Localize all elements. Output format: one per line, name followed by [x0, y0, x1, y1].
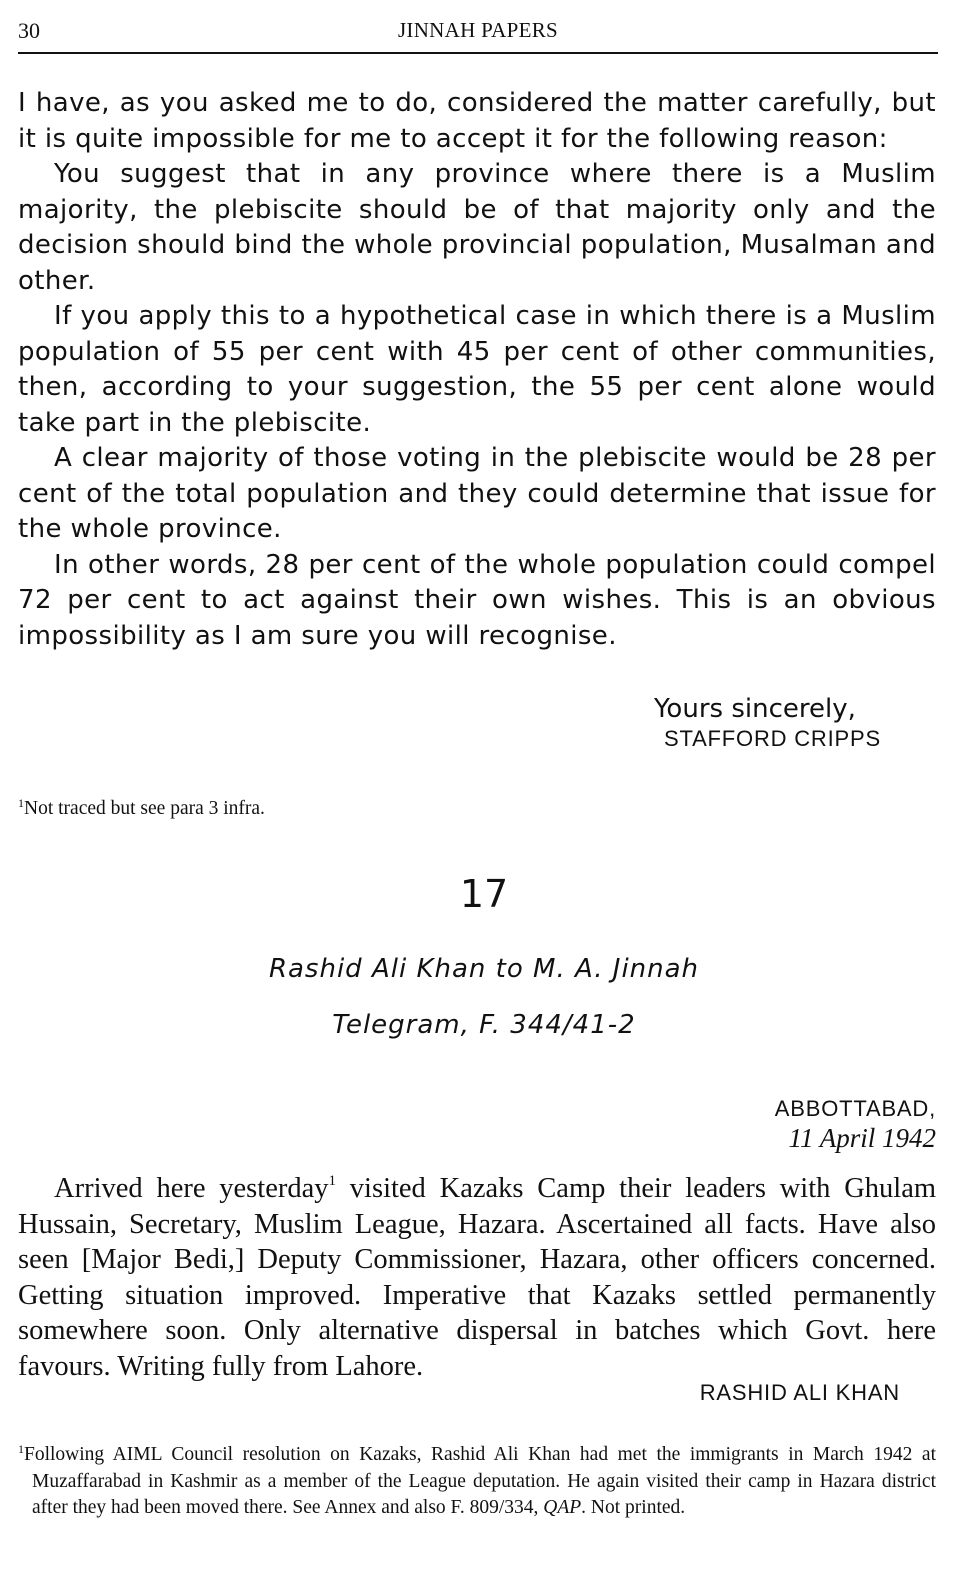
footnote-marker: 1 — [18, 1442, 24, 1456]
letter-paragraph: In other words, 28 per cent of the whole population could compel 72 per cent to act against their own wishes. This is an obvious impossibility as I am sure you will recognise. — [18, 549, 936, 651]
letter-paragraph: You suggest that in any province where there is a Muslim majority, the plebiscite should be of that majority only and the decision should bind the whole provincial population, Musalman and other. — [18, 159, 936, 296]
telegram-text-part2: visited Kazaks Camp their leaders with Ghulam Hussain, Secretary, Muslim League, Hazara. Ascertained all facts. Have also seen [Major Bedi,] Deputy Commissioner, Hazara, other officers concerned. Getting situation improved. Imperative that Kazaks settled permanently somewhere soon. Only alternative dispersal in batches which Govt. here favours. Writing fully from Lahore. — [18, 1173, 937, 1382]
letter-paragraph: I have, as you asked me to do, considered the matter carefully, but it is quite impossible for me to accept it for the following reason: — [18, 88, 936, 154]
letter-paragraph: If you apply this to a hypothetical case in which there is a Muslim population of 55 per cent with 45 per cent of other communities, then, according to your suggestion, the 55 per cent alone would take part in the plebiscite. — [18, 301, 936, 438]
footnote-paragraph — [18, 1436, 936, 1522]
telegram-place: ABBOTTABAD, — [774, 1096, 936, 1121]
letter-closing — [654, 694, 881, 752]
running-title: JINNAH PAPERS — [397, 18, 559, 42]
telegram-signature: RASHID ALI KHAN — [699, 1380, 900, 1405]
footnote-text-end: . Not printed. — [581, 1497, 686, 1518]
footnote-2 — [18, 1436, 936, 1522]
telegram-body — [18, 1164, 936, 1384]
header-rule — [18, 52, 938, 54]
telegram-footnote-marker: 1 — [328, 1173, 336, 1189]
letter-signature: STAFFORD CRIPPS — [664, 726, 881, 751]
document-title: Rashid Ali Khan to M. A. Jinnah — [268, 954, 700, 984]
footnote-text: Not traced but see para 3 infra. — [24, 798, 265, 819]
telegram-paragraph — [18, 1164, 936, 1384]
letter-paragraph: A clear majority of those voting in the plebiscite would be 28 per cent of the total population and they could determine that issue for the whole province. — [18, 443, 936, 544]
telegram-text-part1: Arrived here yesterday — [54, 1173, 329, 1204]
document-reference: Telegram, F. 344/41-2 — [332, 1010, 636, 1040]
footnote-italic-text: QAP — [543, 1497, 582, 1518]
document-number: 17 — [459, 872, 509, 916]
footnote-1 — [18, 790, 936, 823]
letter-body — [18, 86, 936, 654]
telegram-date: 11 April 1942 — [788, 1123, 936, 1153]
closing-salutation: Yours sincerely, — [654, 694, 856, 724]
page-number: 30 — [18, 18, 40, 43]
footnote-marker: 1 — [18, 796, 24, 810]
page-header — [18, 18, 938, 50]
footnote-text: Following AIML Council resolution on Kazaks, Rashid Ali Khan had met the immigrants in March 1942 at Muzaffarabad in Kashmir as a member of the League deputation. He again visited their camp in Hazara district after they had been moved there. See Annex and also F. 809/334, — [24, 1444, 936, 1518]
